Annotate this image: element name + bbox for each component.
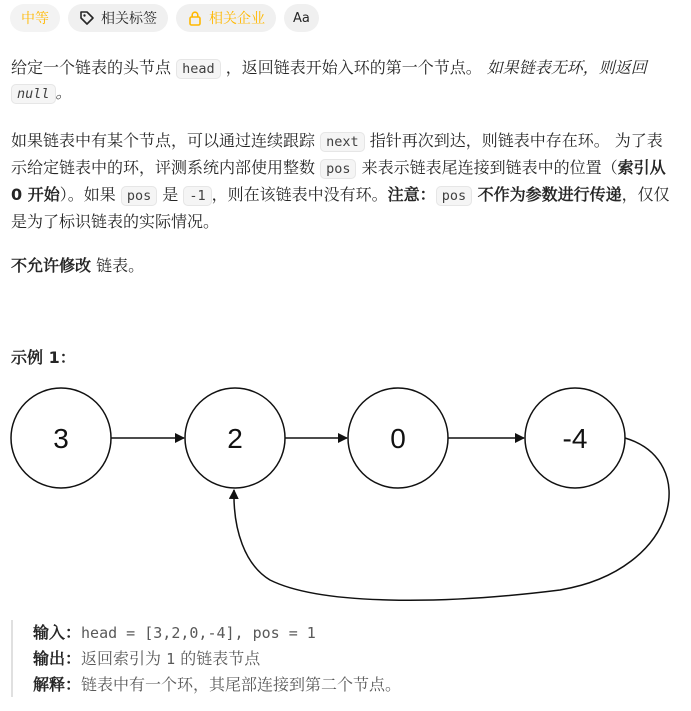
text: ）。如果 <box>59 185 121 204</box>
input-label: 输入： <box>33 623 82 642</box>
node-value: 3 <box>53 423 69 454</box>
example-io-block <box>11 620 401 697</box>
text: 如果链表中有某个节点，可以通过连续跟踪 <box>11 131 321 150</box>
difficulty-label: 中等 <box>21 11 49 27</box>
tag-bar <box>10 4 319 32</box>
node-value: -4 <box>562 423 588 454</box>
description-paragraph-2 <box>11 128 673 235</box>
text: 如果链表无环，则返回 <box>486 58 647 77</box>
example-output-row <box>33 646 401 672</box>
text: ，返回链表开始入环的第一个节点。 <box>220 58 487 77</box>
related-tags-label: 相关标签 <box>101 11 157 27</box>
code-next: next <box>320 132 365 152</box>
text: 链表。 <box>91 256 145 275</box>
font-size-icon: Aa <box>293 10 310 26</box>
text: 给定一个链表的头节点 <box>11 58 177 77</box>
code-null: null <box>11 84 56 104</box>
node-value: 0 <box>390 423 406 454</box>
explanation-text: 链表中有一个环，其尾部连接到第二个节点。 <box>81 675 402 694</box>
text: 来表示链表尾连接到链表中的位置（ <box>356 158 618 177</box>
font-toggle-button[interactable] <box>284 4 319 32</box>
description-paragraph-1 <box>11 56 673 106</box>
example-explanation-row <box>33 672 401 697</box>
code-head: head <box>176 59 221 79</box>
text: 指针再次到达，则链表中存在环。 为了表示给定链表中的环，评测系统内部使用整数 <box>11 131 663 177</box>
text: 是 <box>157 185 184 204</box>
bold-text: 索引从 0 开始 <box>11 158 666 204</box>
text: 。 <box>55 83 72 102</box>
output-index: 1 <box>166 650 176 668</box>
description-paragraph-3 <box>11 254 673 278</box>
text: ，仅仅是为了标识链表的实际情况。 <box>11 185 670 231</box>
related-companies-button[interactable] <box>176 4 276 32</box>
code-pos: pos <box>121 186 157 206</box>
bold-text: 不作为参数进行传递 <box>472 185 622 204</box>
example-title: 示例 1： <box>11 348 76 367</box>
related-companies-label: 相关企业 <box>209 11 265 27</box>
explanation-label: 解释： <box>33 675 82 694</box>
linked-list-diagram <box>0 380 691 605</box>
code-pos: pos <box>320 159 356 179</box>
text: ，则在该链表中没有环。 <box>211 185 388 204</box>
example-input-row <box>33 620 401 646</box>
code-neg-one: -1 <box>183 186 211 206</box>
node-value: 2 <box>227 423 243 454</box>
output-text: 的链表节点 <box>175 649 261 668</box>
bold-text: 不允许修改 <box>11 256 92 275</box>
bold-text: 注意： <box>387 185 436 204</box>
related-tags-button[interactable] <box>68 4 168 32</box>
input-value: head = [3,2,0,-4], pos = 1 <box>81 624 316 642</box>
output-text: 返回索引为 <box>81 649 167 668</box>
tag-icon <box>79 10 95 26</box>
output-label: 输出： <box>33 649 82 668</box>
difficulty-badge[interactable] <box>10 4 60 32</box>
lock-icon <box>187 10 203 26</box>
code-pos: pos <box>436 186 472 206</box>
